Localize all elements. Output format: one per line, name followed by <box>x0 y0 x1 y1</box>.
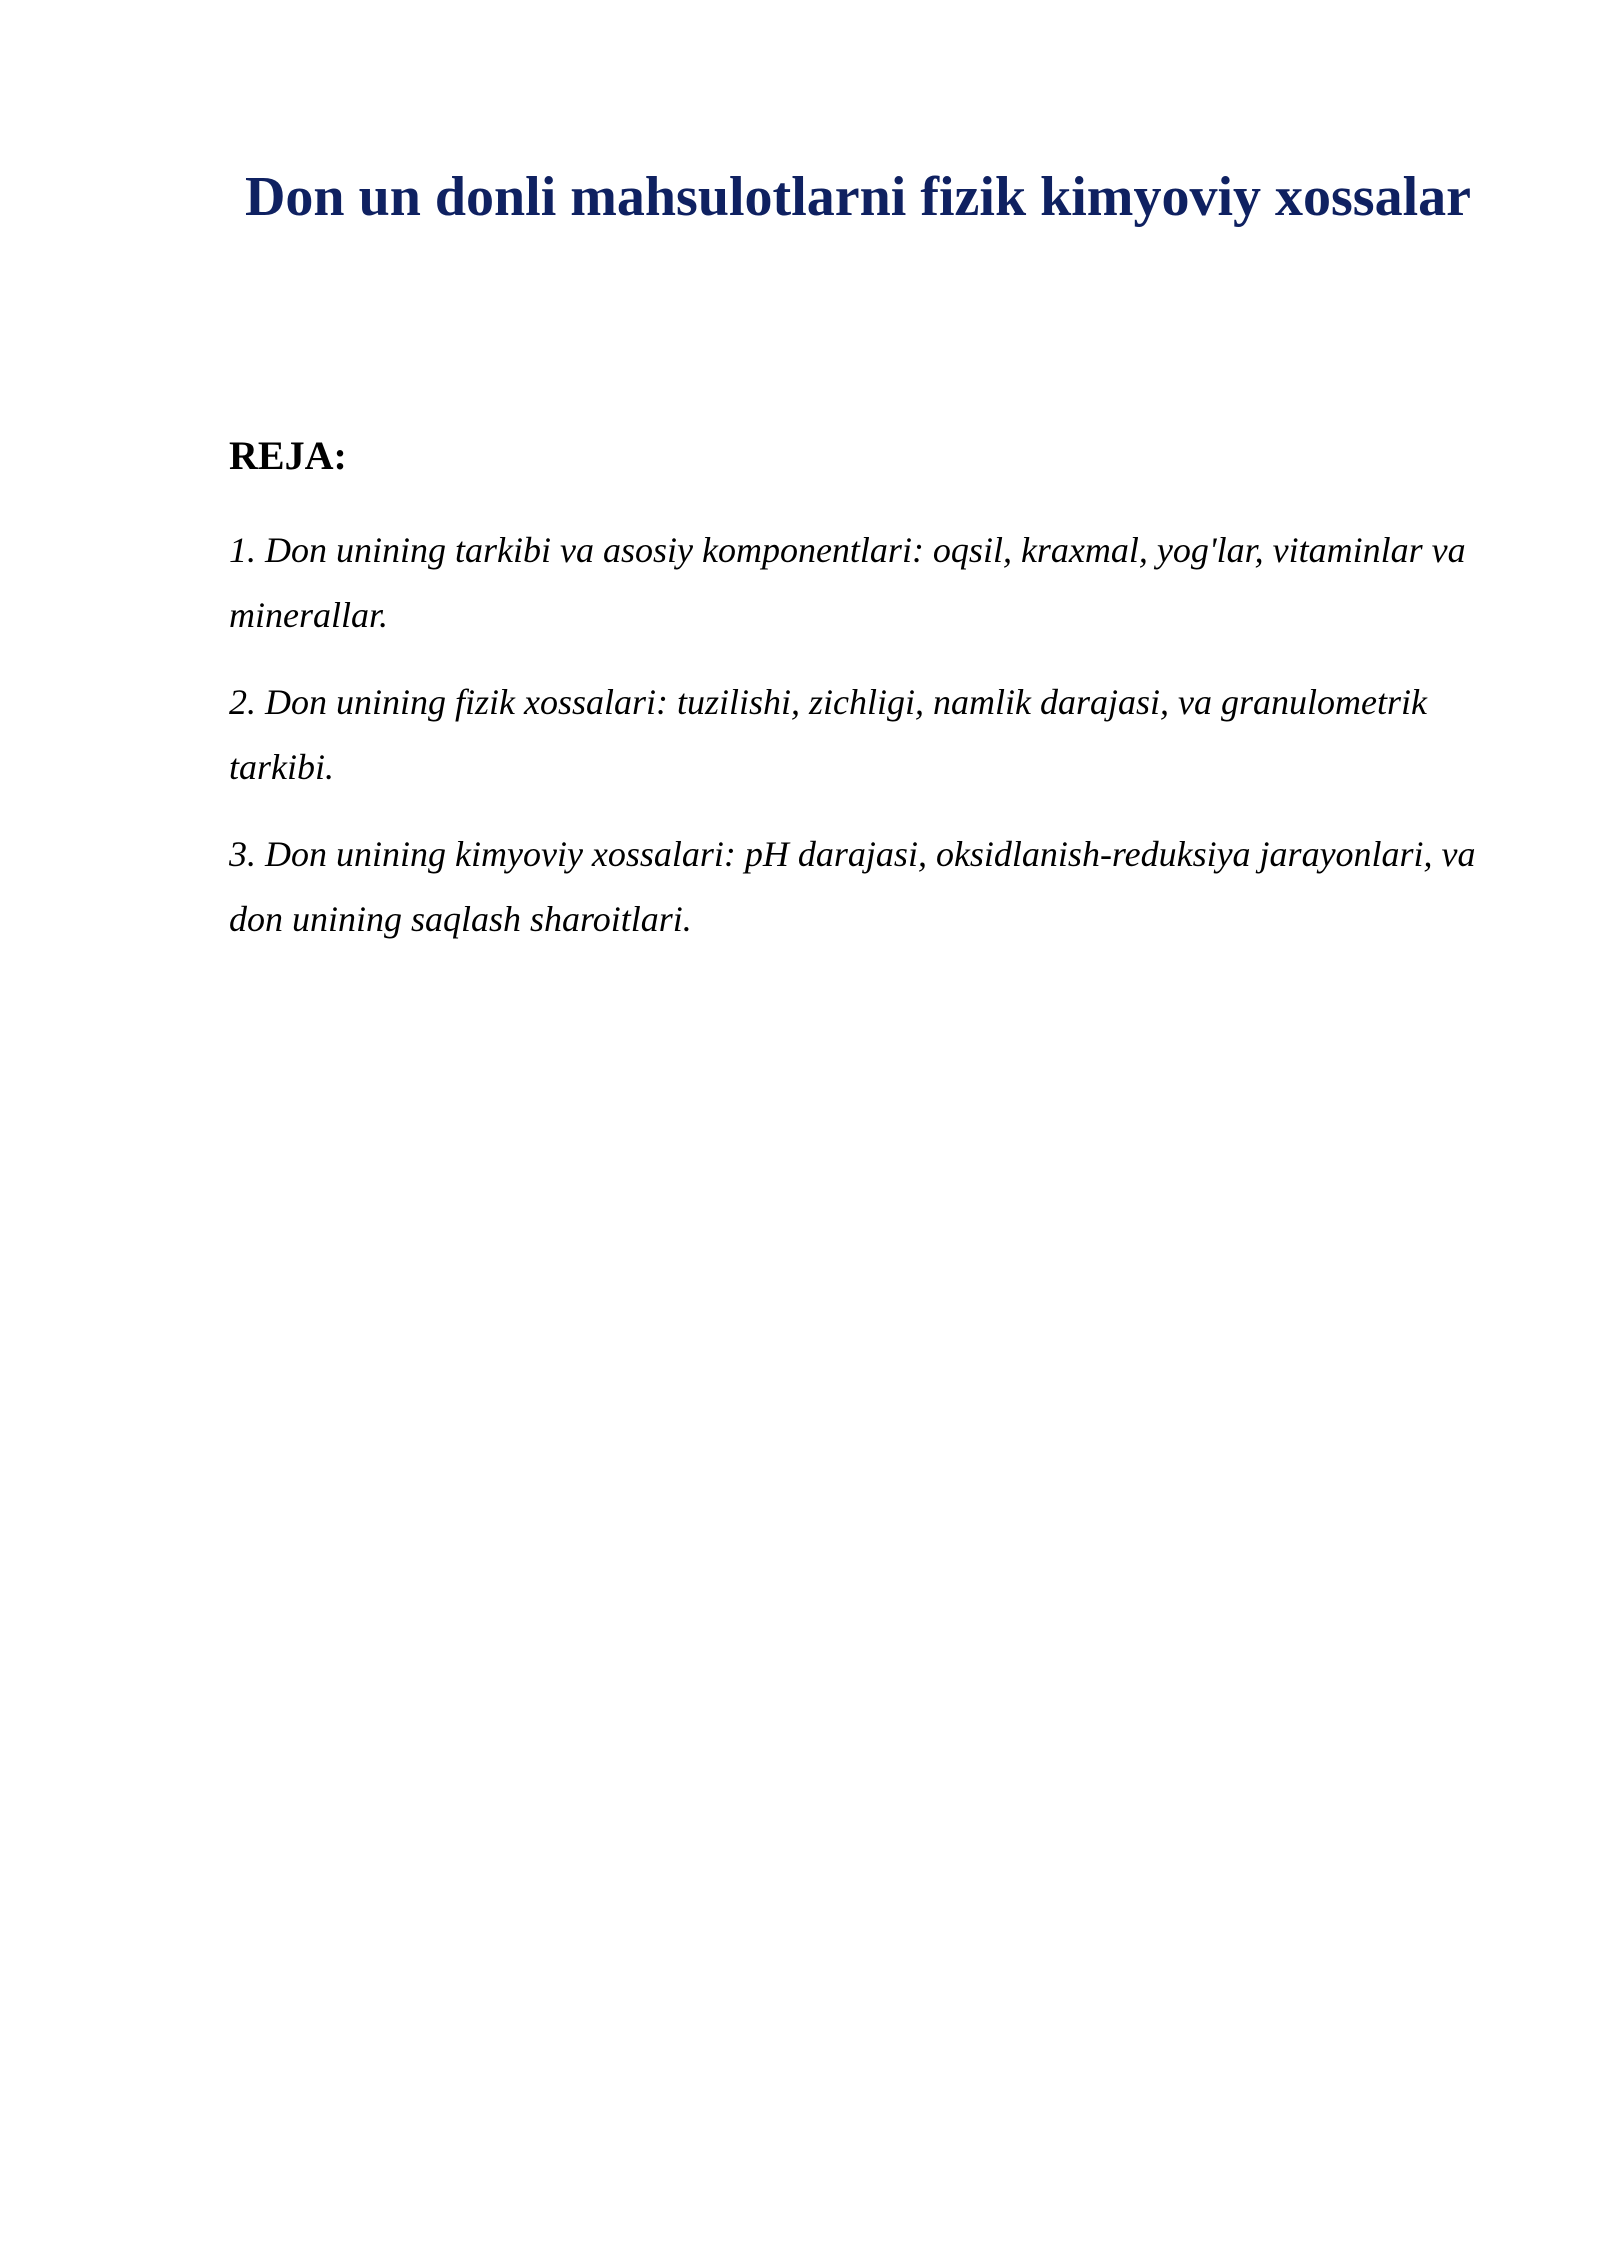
plan-item-3: 3. Don unining kimyoviy xossalari: pH darajasi, oksidlanish-reduksiya jarayonlari, va don unining saqlash sharoitlari. <box>229 834 1476 939</box>
plan-heading: REJA: <box>229 433 347 478</box>
document-title: Don un donli mahsulotlarni fizik kimyoviy xossalar <box>244 166 1471 228</box>
plan-item-2: 2. Don unining fizik xossalari: tuzilishi, zichligi, namlik darajasi, va granulometrik tarkibi. <box>229 682 1427 787</box>
plan-list <box>229 518 1519 974</box>
plan-item-1: 1. Don unining tarkibi va asosiy komponentlari: oqsil, kraxmal, yog'lar, vitaminlar va minerallar. <box>229 530 1466 635</box>
